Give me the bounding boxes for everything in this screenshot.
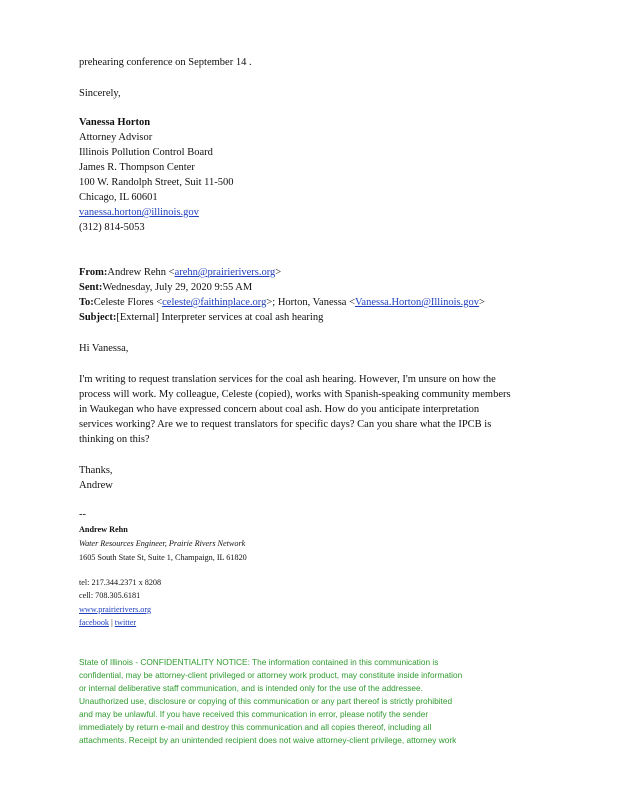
twitter-link[interactable]: twitter: [114, 618, 137, 627]
from-end: >: [275, 267, 282, 278]
subject-value: [External] Interpreter services at coal ash hearing: [116, 312, 324, 323]
signature-role: Water Resources Engineer, Prairie Rivers Network: [79, 539, 246, 548]
to-row: [79, 296, 485, 309]
to-end: >: [479, 297, 485, 308]
confidentiality-line: confidential, may be attorney-client privileged or attorney work product, may constitute inside information: [79, 670, 463, 680]
website-link[interactable]: www.prairierivers.org: [79, 605, 152, 614]
body-line: in Waukegan who have expressed concern about coal ash. How do you anticipate interpretation: [79, 404, 480, 415]
closing-text: Sincerely,: [79, 88, 121, 99]
sender-city: Chicago, IL 60601: [79, 192, 158, 203]
from-value: Andrew Rehn <: [107, 267, 175, 278]
body-line: services working? Are we to request translators for specific days? Can you share what the IPCB is: [79, 419, 492, 430]
greeting: Hi Vanessa,: [79, 343, 129, 354]
from-label: From:: [79, 267, 108, 278]
sender-org: Illinois Pollution Control Board: [79, 147, 213, 158]
sender-street: 100 W. Randolph Street, Suit 11-500: [79, 177, 234, 188]
confidentiality-line: State of Illinois - CONFIDENTIALITY NOTICE: The information contained in this communication is: [79, 657, 439, 667]
intro-line: prehearing conference on September 14 .: [79, 57, 252, 68]
sender-center: James R. Thompson Center: [79, 162, 195, 173]
to-value-2: >; Horton, Vanessa <: [266, 297, 355, 308]
sent-row: [79, 281, 252, 294]
confidentiality-line: attachments. Receipt by an unintended recipient does not waive attorney-client privilege, attorney work: [79, 735, 457, 745]
signoff-name: Andrew: [79, 480, 113, 491]
confidentiality-line: Unauthorized use, disclosure or copying of this communication or any part thereof is strictly prohibited: [79, 696, 453, 706]
signature-tel: tel: 217.344.2371 x 8208: [79, 578, 162, 587]
confidentiality-line: immediately by return e-mail and destroy this communication and all copies thereof, including all: [79, 722, 432, 732]
body-line: thinking on this?: [79, 434, 150, 445]
social-separator: |: [111, 618, 113, 627]
thanks-text: Thanks,: [79, 465, 113, 476]
body-line: I'm writing to request translation services for the coal ash hearing. However, I'm unsure on how the: [79, 374, 496, 385]
sender-email[interactable]: vanessa.horton@illinois.gov: [79, 207, 199, 218]
subject-row: [79, 311, 323, 324]
facebook-link[interactable]: facebook: [79, 618, 110, 627]
sent-label: Sent:: [79, 282, 103, 293]
body-line: process will work. My colleague, Celeste (copied), works with Spanish-speaking community members: [79, 389, 511, 400]
signature-cell: cell: 708.305.6181: [79, 591, 141, 600]
to-value-1: Celeste Flores <: [93, 297, 163, 308]
confidentiality-line: or internal deliberative staff communication, and is intended only for the use of the addressee.: [79, 683, 423, 693]
signature-dashes: --: [79, 509, 86, 520]
from-row: [79, 266, 281, 279]
subject-label: Subject:: [79, 312, 117, 323]
to-email-link-2[interactable]: Vanessa.Horton@Illinois.gov: [355, 297, 479, 308]
signature-name: Andrew Rehn: [79, 525, 128, 534]
confidentiality-line: and may be unlawful. If you have received this communication in error, please notify the sender: [79, 709, 429, 719]
sender-name: Vanessa Horton: [79, 117, 151, 128]
sent-value: Wednesday, July 29, 2020 9:55 AM: [102, 282, 253, 293]
sender-email-link[interactable]: [79, 206, 199, 219]
sender-title: Attorney Advisor: [79, 132, 153, 143]
signature-address: 1605 South State St, Suite 1, Champaign, IL 61820: [79, 553, 247, 562]
to-label: To:: [79, 297, 94, 308]
to-email-link-1[interactable]: celeste@faithinplace.org: [162, 297, 267, 308]
social-links: [79, 617, 136, 628]
sender-phone: (312) 814-5053: [79, 222, 145, 233]
website-link-row: [79, 604, 151, 615]
from-email-link[interactable]: arehn@prairierivers.org: [174, 267, 276, 278]
